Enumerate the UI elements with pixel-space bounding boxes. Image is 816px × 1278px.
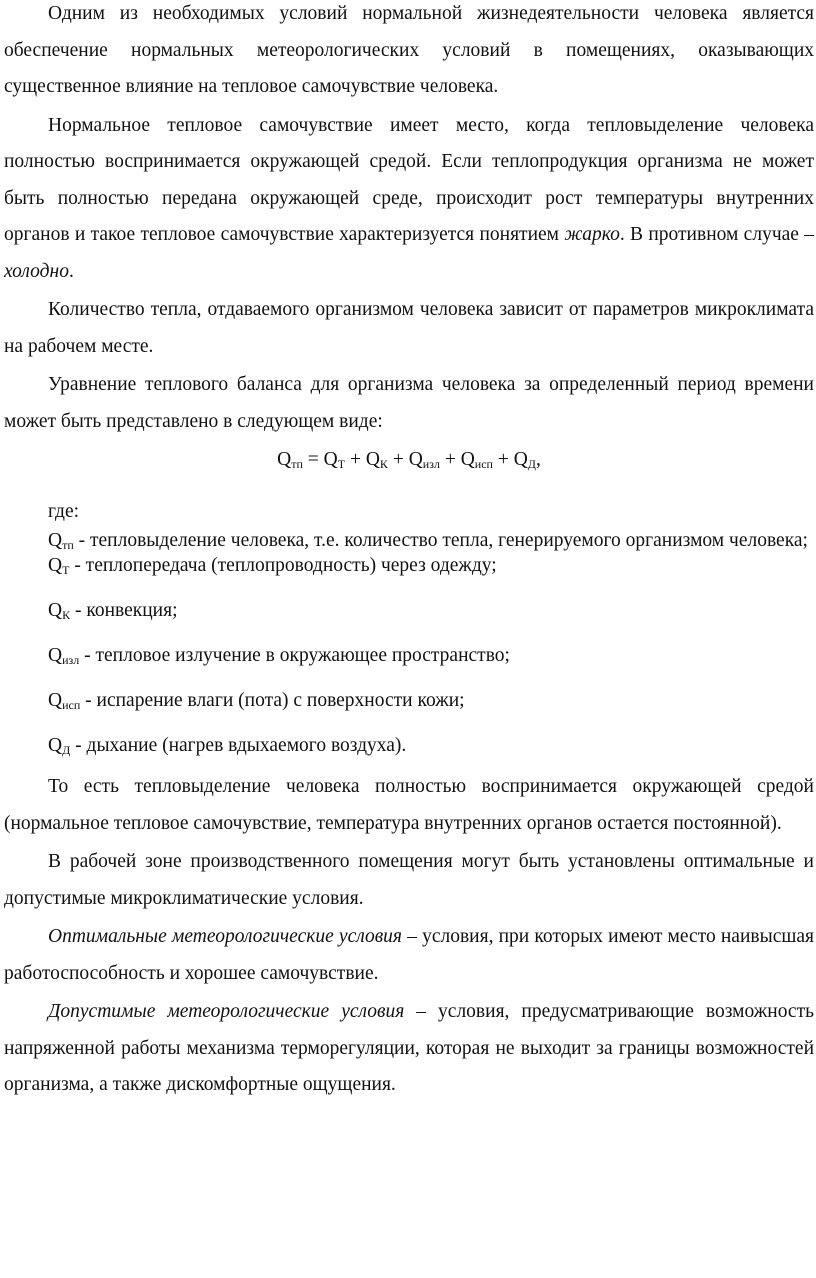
definition-symbol: Q [48,530,63,551]
text-run: . В противном случае – [619,224,814,245]
definition-text: - тепловое излучение в окружающее пространство; [79,645,510,666]
formula-symbol: Q [323,449,338,470]
definition-subscript: исп [62,698,81,712]
definition-subscript: тп [62,538,74,552]
text-run: – условия, при которых имеют место наивысшая работоспособность и хорошее самочувствие. [4,926,814,984]
definition-text: - дыхание (нагрев вдыхаемого воздуха). [70,735,407,756]
paragraph-intro: Одним из необходимых условий нормальной жизнедеятельности человека является обеспечение нормальных метеорологических условий в помещениях, оказывающих существенное влияние на тепловое самочувствие человека. [4,3,814,97]
formula-symbol: Q [460,449,475,470]
term-optimal: Оптимальные метеорологические условия [48,926,402,947]
definition-item [4,690,814,735]
definition-symbol: Q [48,735,63,756]
definition-item [4,735,814,769]
term-hot: жарко [564,224,620,245]
definition-item [4,555,814,600]
formula-operator: + [387,449,409,470]
text-run: Нормальное тепловое самочувствие имеет место, когда тепловыделение человека полностью воспринимается окружающей средой. Если теплопродукция организма не может быть полностью передана окружающей среде, происходит рост температуры внутренних органов и такое тепловое самочувствие характеризуется понятием [4,114,814,245]
formula-symbol: Q [408,449,423,470]
paragraph-heat-quantity: Количество тепла, отдаваемого организмом человека зависит от параметров микроклимата на рабочем месте. [4,299,814,357]
formula-operator: + [492,449,514,470]
definition-subscript: изл [62,653,80,667]
definition-text: - теплопередача (теплопроводность) через одежду; [69,555,497,576]
definition-text: - тепловыделение человека, т.е. количество тепла, генерируемого организмом человека; [73,530,808,551]
formula-operator: + [345,449,366,470]
definition-symbol: Q [48,645,63,666]
term-cold: холодно [4,260,69,282]
paragraph-optimal-conditions [4,919,814,992]
formula-operator: = [302,449,324,470]
definition-item [4,530,814,552]
formula-subscript: Д [527,457,536,471]
text-run: . [68,260,74,282]
definition-symbol: Q [48,600,63,621]
text-run: – условия, предусматривающие возможность напряженной работы механизма терморегуляции, которая не выходит за границы возможностей организма, а также дискомфортные ощущения. [4,1001,814,1095]
formula-symbol: Q [513,449,528,470]
definition-symbol: Q [48,690,63,711]
formula-subscript: тп [291,457,303,471]
definition-item [4,645,814,690]
formula-subscript: Т [337,457,346,471]
formula-symbol: Q [365,449,380,470]
definition-item [4,600,814,645]
paragraph-thermal-comfort [4,108,814,291]
paragraph-normal-comfort: То есть тепловыделение человека полностью воспринимается окружающей средой (нормальное тепловое самочувствие, температура внутренних органов остается постоянной). [4,776,814,834]
definition-subscript: К [62,608,71,622]
paragraph-balance-equation: Уравнение теплового баланса для организма человека за определенный период времени может быть представлено в следующем виде: [4,374,814,432]
formula-subscript: К [379,457,388,471]
term-allowable: Допустимые метеорологические условия [48,1001,405,1022]
definition-subscript: Т [62,563,70,577]
heat-balance-formula [4,442,814,494]
definition-subscript: Д [62,743,71,757]
formula-punctuation: , [535,449,541,470]
where-label: где: [48,501,80,522]
definition-text: - испарение влаги (пота) с поверхности кожи; [80,690,465,711]
paragraph-work-zone: В рабочей зоне производственного помещения могут быть установлены оптимальные и допустимые микроклиматические условия. [4,851,814,909]
formula-operator: + [439,449,461,470]
formula-symbol: Q [277,449,292,470]
definition-text: - конвекция; [70,600,178,621]
formula-subscript: изл [422,457,440,471]
definition-symbol: Q [48,555,63,576]
formula-subscript: исп [474,457,493,471]
paragraph-allowable-conditions [4,994,814,1104]
